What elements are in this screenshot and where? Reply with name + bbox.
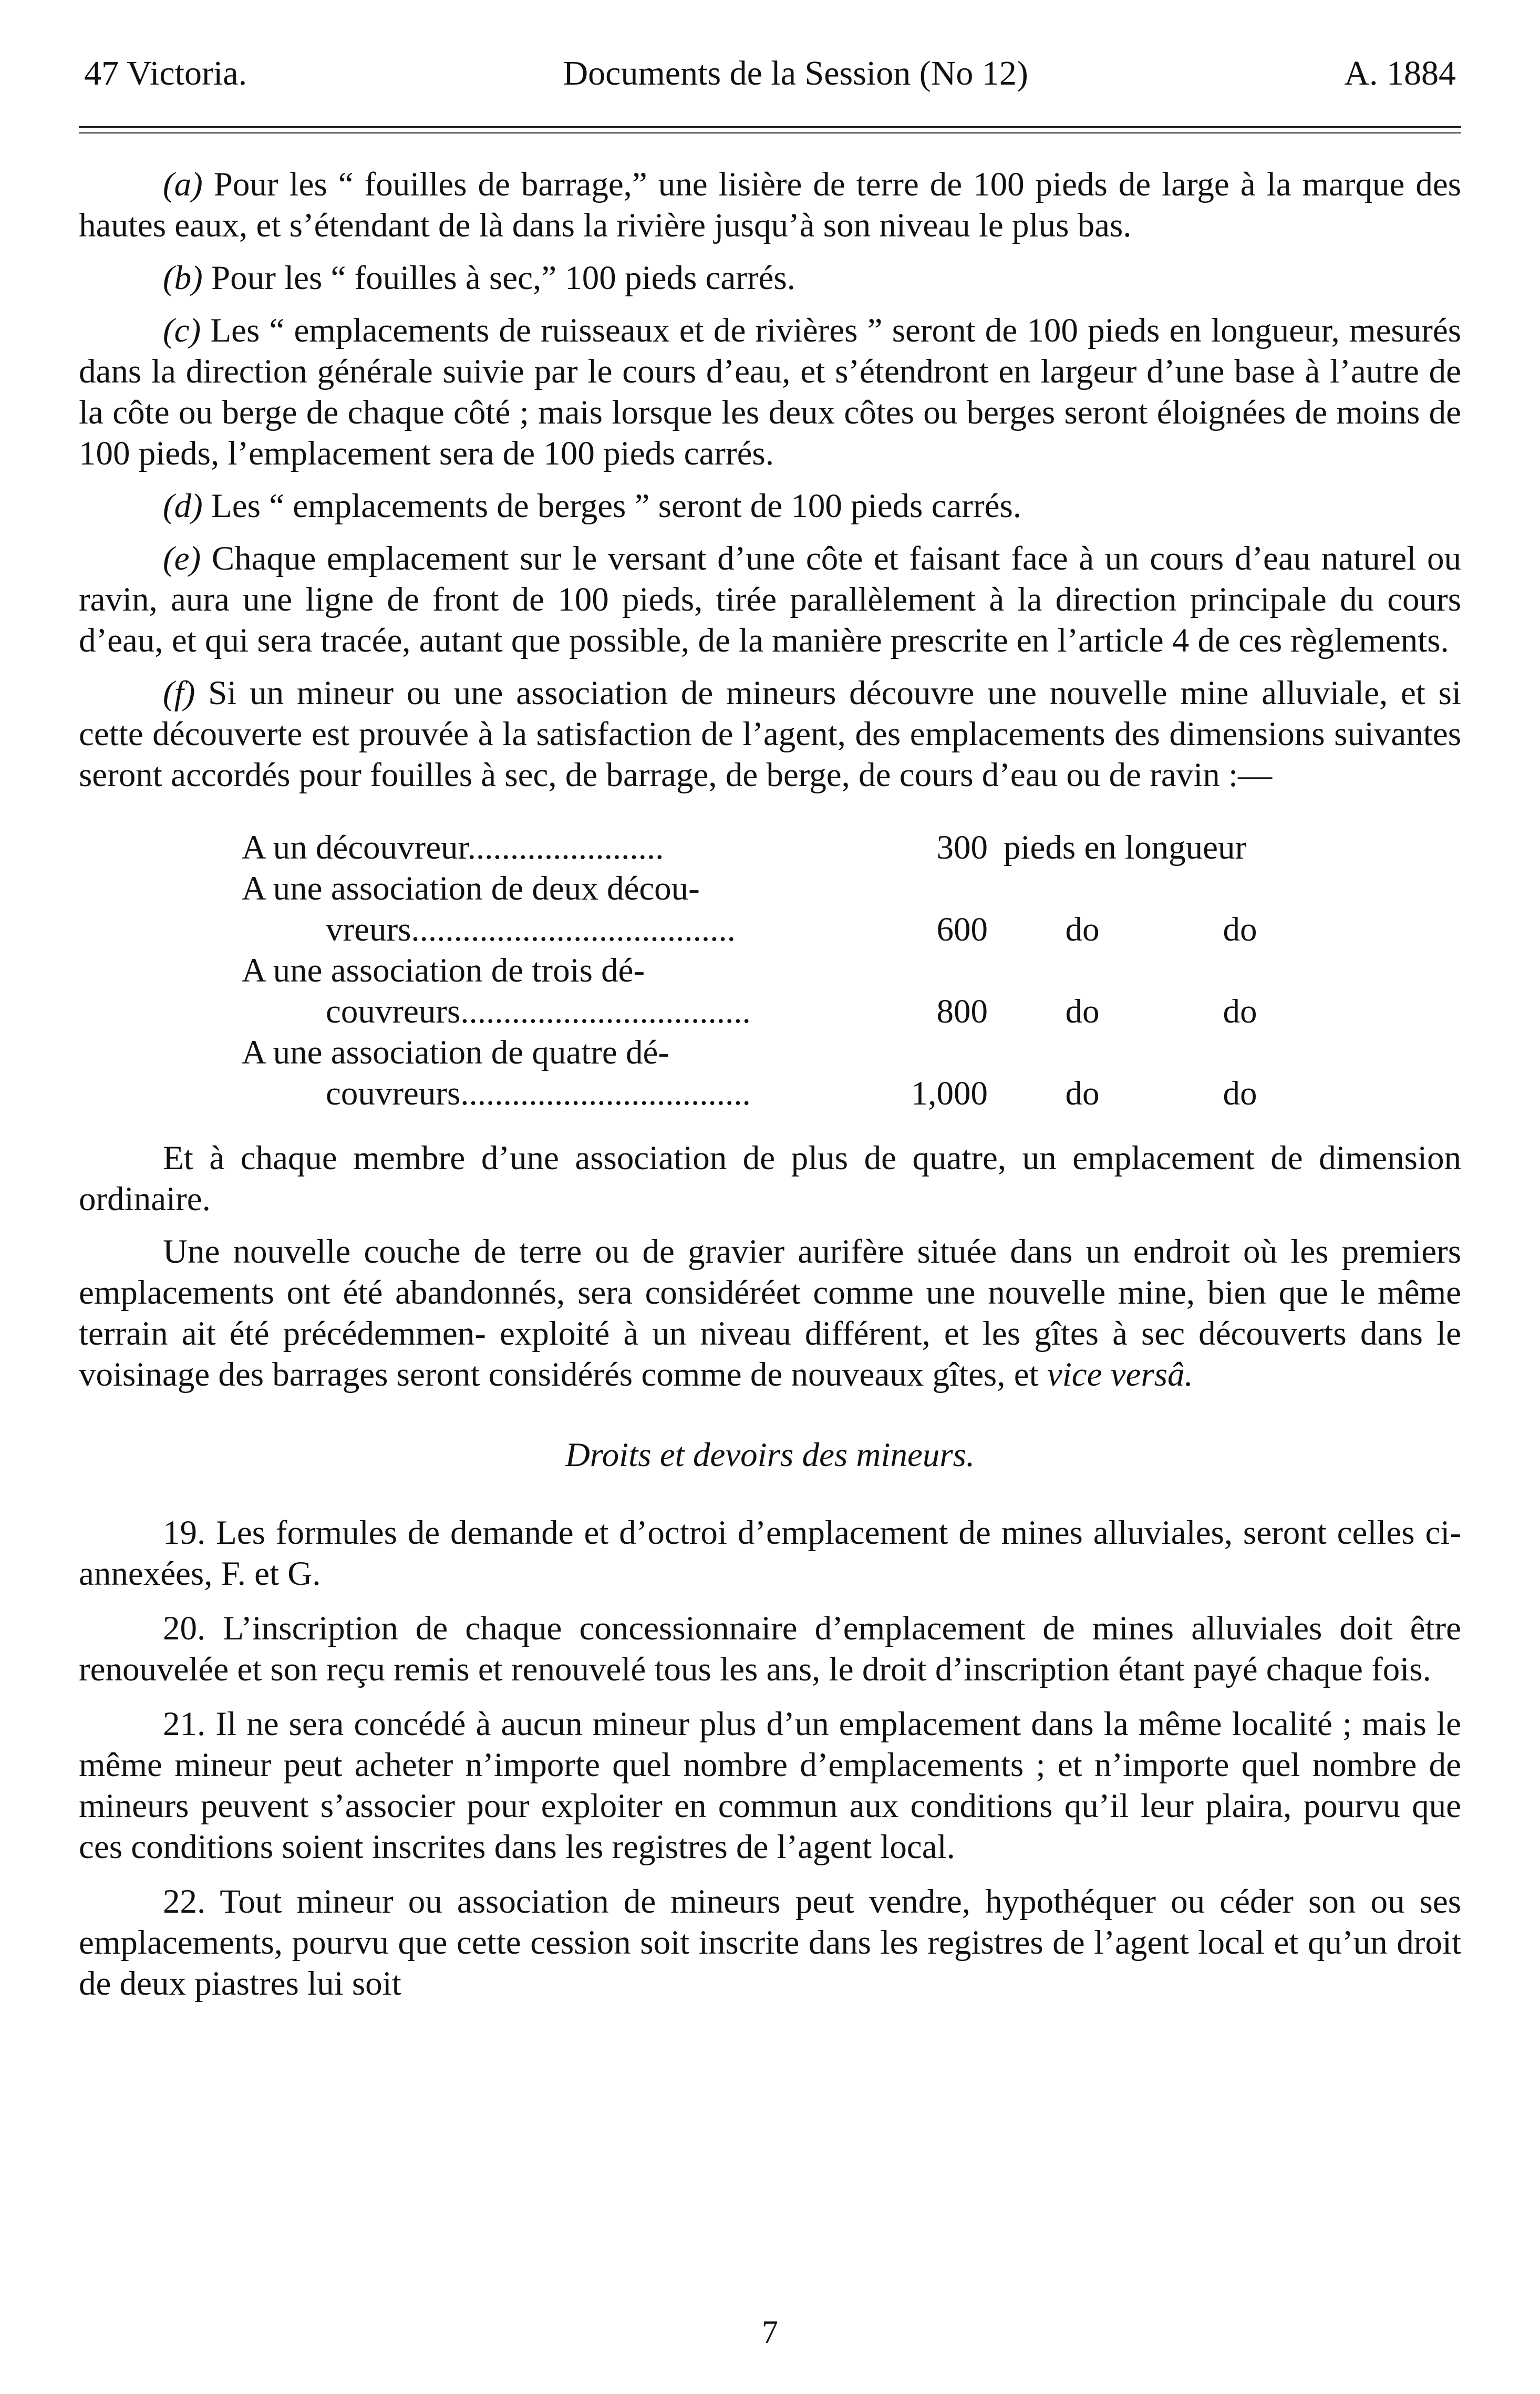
header-rule <box>79 126 1461 128</box>
article-20 <box>79 1608 1461 1690</box>
clause-text: Pour les “ fouilles à sec,” 100 pieds carrés. <box>211 259 795 297</box>
row-unit-2: do <box>1223 911 1257 948</box>
clause-text: Les “ emplacements de berges ” seront de 100 pieds carrés. <box>211 487 1021 525</box>
clause-a <box>79 164 1461 246</box>
row-unit-1: do <box>1065 911 1100 948</box>
row-label: A une association de quatre dé- couvreurs.................................. <box>242 1034 751 1112</box>
body-text <box>79 164 1461 2004</box>
row-label: A une association de trois dé- couvreurs.................................. <box>242 952 751 1030</box>
table-row <box>242 868 1319 950</box>
article-number: 19. <box>163 1514 206 1552</box>
header-rule-thin <box>79 132 1461 133</box>
clause-c <box>79 310 1461 474</box>
clause-text: Si un mineur ou une association de mineurs découvre une nouvelle mine alluviale, et si cette découverte est prouvée à la satisfaction de l’agent, des emplacements des dimensions suivantes seront accordés pour fouilles à sec, de barrage, de berge, de cours d’eau ou de ravin :— <box>79 674 1462 794</box>
table-row <box>242 827 1319 868</box>
clause-label: (a) <box>163 166 203 203</box>
row-amount: 800 <box>936 993 988 1030</box>
clause-d <box>79 486 1461 527</box>
clause-text: Pour les “ fouilles de barrage,” une lisière de terre de 100 pieds de large à la marque des hautes eaux, et s’étendant de là dans la rivière jusqu’à son niveau le plus bas. <box>79 166 1462 244</box>
clause-label: (c) <box>163 312 201 349</box>
clause-text: Les “ emplacements de ruisseaux et de rivières ” seront de 100 pieds en longueur, mesurés dans la direction générale suivie par le cours d’eau, et s’étendront en largeur d’une base à l’autre de la côte ou berge de chaque côté ; mais lorsque les deux côtes ou berges seront éloignées de moins de 100 pieds, l’emplacement sera de 100 pieds carrés. <box>79 312 1462 472</box>
clause-label: (d) <box>163 487 203 525</box>
row-unit-1: do <box>1065 993 1100 1030</box>
article-text: Il ne sera concédé à aucun mineur plus d’un emplacement dans la même localité ; mais le même mineur peut acheter n’importe quel nombre d’emplacements ; et n’importe quel nombre de mineurs peuvent s’associer pour exploiter en commun aux conditions qu’il leur plaira, pourvu que ces conditions soient inscrites dans les registres de l’agent local. <box>79 1705 1461 1866</box>
article-22 <box>79 1881 1461 2004</box>
running-header <box>79 53 1461 95</box>
table-row <box>242 950 1319 1032</box>
clause-f <box>79 673 1461 796</box>
italic-phrase: vice versâ. <box>1047 1356 1193 1394</box>
table-row <box>242 1032 1319 1114</box>
article-number: 20. <box>163 1609 206 1647</box>
clause-b <box>79 257 1461 298</box>
paragraph-membre: Et à chaque membre d’une association de plus de quatre, un emplacement de dimension ordinaire. <box>79 1139 1461 1218</box>
row-unit: pieds en longueur <box>1004 829 1247 866</box>
row-label: A un découvreur....................... <box>242 829 664 866</box>
row-unit-2: do <box>1223 1075 1257 1112</box>
clause-label: (f) <box>163 674 195 712</box>
row-amount: 600 <box>936 911 988 948</box>
row-amount: 1,000 <box>911 1075 988 1112</box>
article-number: 22. <box>163 1883 206 1921</box>
row-unit-2: do <box>1223 993 1257 1030</box>
clause-label: (e) <box>163 540 201 577</box>
header-center: Documents de la Session (No 12) <box>563 54 1028 92</box>
clause-label: (b) <box>163 259 203 297</box>
row-unit-1: do <box>1065 1075 1100 1112</box>
article-19 <box>79 1512 1461 1594</box>
header-left: 47 Victoria. <box>84 54 247 92</box>
article-number: 21. <box>163 1705 206 1743</box>
clause-text: Chaque emplacement sur le versant d’une côte et faisant face à un cours d’eau naturel ou ravin, aura une ligne de front de 100 pieds, tirée parallèlement à la direction principale du cours d’eau, et qui sera tracée, autant que possible, de la manière prescrite en l’article 4 de ces règlements. <box>79 540 1461 659</box>
article-text: L’inscription de chaque concessionnaire d’emplacement de mines alluviales doit être renouvelée et son reçu remis et renouvelé tous les ans, le droit d’inscription étant payé chaque fois. <box>79 1609 1461 1688</box>
dimensions-table <box>242 827 1319 1114</box>
article-21 <box>79 1704 1461 1867</box>
row-label: A une association de deux décou- vreurs...................................... <box>242 870 736 948</box>
row-amount: 300 <box>936 829 988 866</box>
paragraph-couche: Une nouvelle couche de terre ou de gravier aurifère située dans un endroit où les premiers emplacements ont été abandonnés, sera considéréet comme une nouvelle mine, bien que le même terrain ait été précédemmen- exploité à un niveau différent, et les gîtes à sec découverts dans le voisinage des barrages seront considérés comme de nouveaux gîtes, et vice versâ. <box>79 1233 1461 1394</box>
clause-e <box>79 538 1461 661</box>
header-right: A. 1884 <box>1344 54 1456 92</box>
page-number: 7 <box>762 2315 778 2350</box>
article-text: Tout mineur ou association de mineurs peut vendre, hypothéquer ou céder son ou ses emplacements, pourvu que cette cession soit inscrite dans les registres de l’agent local et qu’un droit de deux piastres lui soit <box>79 1883 1461 2003</box>
section-heading: Droits et devoirs des mineurs. <box>565 1436 975 1474</box>
article-text: Les formules de demande et d’octroi d’emplacement de mines alluviales, seront celles ci-annexées, F. et G. <box>79 1514 1462 1593</box>
